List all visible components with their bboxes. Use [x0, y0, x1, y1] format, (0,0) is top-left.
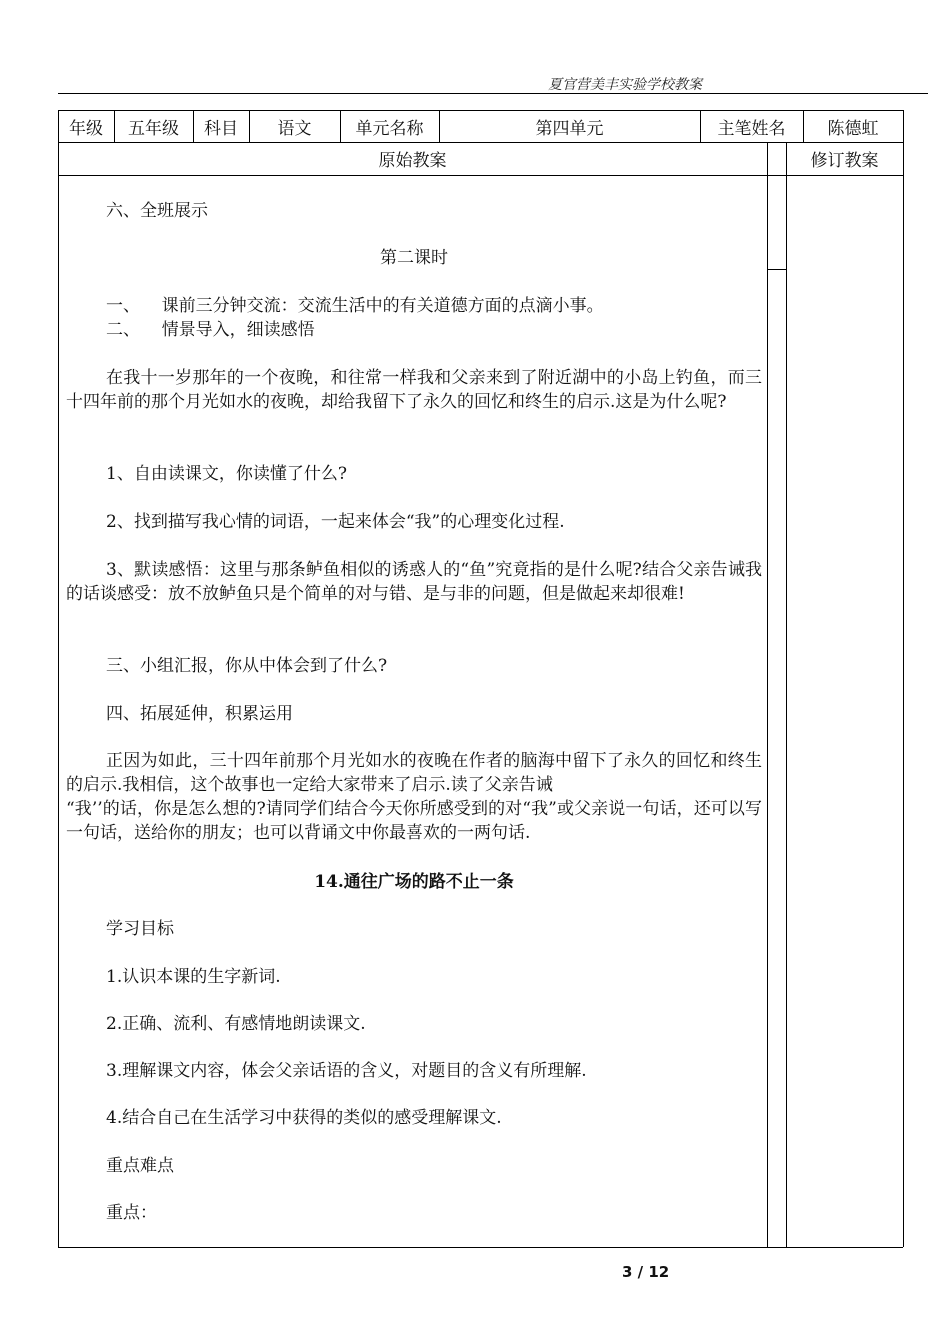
step-one-line: 一、 课前三分钟交流：交流生活中的有关道德方面的点滴小事。	[106, 296, 604, 316]
subject-label: 科目	[204, 118, 238, 139]
revised-plan-header: 修订教案	[810, 151, 879, 171]
key-points-label: 重点难点	[106, 1156, 174, 1176]
page-number: 3 / 12	[622, 1263, 670, 1281]
author-value: 陈德虹	[827, 118, 879, 139]
key-points-subheading: 重点：	[106, 1203, 157, 1223]
table-left-border	[58, 110, 59, 1247]
section-four-heading: 四、拓展延伸，积累运用	[106, 704, 293, 724]
question-two: 2、找到描写我心情的词语，一起来体会“我”的心理变化过程.	[106, 512, 565, 532]
extension-paragraph-part1: 正因为如此，三十四年前那个月光如水的夜晚在作者的脑海中留下了永久的回忆和终生的启示.我相信，这个故事也一定给大家带来了启示.读了父亲告诫	[66, 751, 762, 795]
table-right-border	[903, 110, 904, 1247]
margin-marker-line	[767, 269, 786, 270]
table-bottom-border	[58, 1247, 903, 1248]
question-three-paragraph: 3、默读感悟：这里与那条鲈鱼相似的诱惑人的“鱼”究竟指的是什么呢?结合父亲告诫我的话谈感受：放不放鲈鱼只是个简单的对与错、是与非的问题，但是做起来却很难!	[66, 560, 762, 604]
goal-item: 2.正确、流利、有感情地朗读课文.	[106, 1014, 366, 1034]
goal-item: 4.结合自己在生活学习中获得的类似的感受理解课文.	[106, 1108, 502, 1128]
subject-value: 语文	[277, 118, 312, 139]
extension-paragraph-part2: “我’’的话，你是怎么想的?请同学们结合今天你所感受到的对“我”或父亲说一句话，还可以写一句话，送给你的朋友；也可以背诵文中你最喜欢的一两句话.	[66, 799, 762, 843]
learning-goals-label: 学习目标	[106, 919, 174, 939]
original-plan-header: 原始教案	[378, 151, 447, 171]
story-intro-paragraph: 在我十一岁那年的一个夜晚，和往常一样我和父亲来到了附近湖中的小岛上钓鱼，而三十四年前的那个月光如水的夜晚，却给我留下了永久的回忆和终生的启示.这是为什么呢?	[66, 368, 762, 412]
question-one: 1、自由读课文，你读懂了什么?	[106, 464, 347, 484]
section-six-heading: 六、全班展示	[106, 201, 208, 221]
header-rule	[58, 93, 928, 94]
grade-value: 五年级	[128, 118, 179, 139]
second-lesson-heading: 第二课时	[380, 248, 448, 268]
author-label: 主笔姓名	[717, 118, 786, 139]
step-two-line: 二、 情景导入，细读感悟	[106, 320, 315, 340]
lesson-14-title: 14.通往广场的路不止一条	[314, 872, 514, 892]
section-three-heading: 三、小组汇报，你从中体会到了什么?	[106, 656, 388, 676]
unit-value: 第四单元	[535, 118, 604, 139]
goal-item: 3.理解课文内容，体会父亲话语的含义，对题目的含义有所理解.	[106, 1061, 587, 1081]
goal-item: 1.认识本课的生字新词.	[106, 967, 281, 987]
grade-label: 年级	[69, 118, 103, 139]
column-header-bottom-border	[58, 175, 903, 176]
unit-label: 单元名称	[355, 118, 424, 139]
school-header-title: 夏官营美丰实验学校教案	[548, 77, 702, 93]
